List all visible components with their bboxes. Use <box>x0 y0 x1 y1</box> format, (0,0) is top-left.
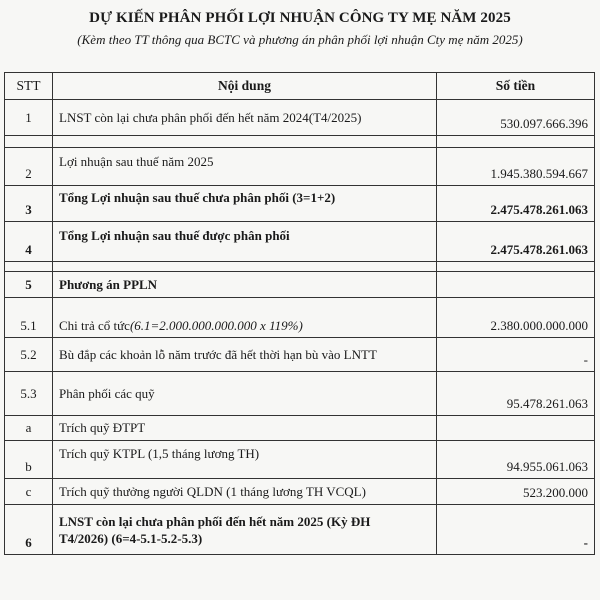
row-amount: 2.380.000.000.000 <box>437 298 595 338</box>
row-amount: 2.475.478.261.063 <box>437 222 595 262</box>
header-stt: STT <box>5 73 53 100</box>
table-header-row <box>5 73 595 100</box>
row-stt: 2 <box>5 148 53 186</box>
row-stt: 5.1 <box>5 298 53 338</box>
table-row <box>5 372 595 416</box>
row-content-note: (6.1=2.000.000.000.000 x 119%) <box>129 318 303 333</box>
row-content: LNST còn lại chưa phân phối đến hết năm 2024(T4/2025) <box>53 100 437 136</box>
row-content-line1: LNST còn lại chưa phân phối đến hết năm 2025 (Kỳ ĐH <box>59 513 371 529</box>
table-row <box>5 505 595 555</box>
row-stt: a <box>5 416 53 441</box>
row-content: Tổng Lợi nhuận sau thuế chưa phân phối (3=1+2) <box>53 186 437 222</box>
table-row <box>5 441 595 479</box>
table-row <box>5 338 595 372</box>
table-row <box>5 272 595 298</box>
row-amount: 95.478.261.063 <box>437 372 595 416</box>
row-stt: 5 <box>5 272 53 298</box>
row-amount <box>437 416 595 441</box>
row-amount: - <box>437 505 595 555</box>
row-stt: 5.3 <box>5 372 53 416</box>
row-stt: c <box>5 479 53 505</box>
table-row <box>5 222 595 262</box>
table-row <box>5 479 595 505</box>
row-content: Lợi nhuận sau thuế năm 2025 <box>53 148 437 186</box>
header-content: Nội dung <box>53 73 437 100</box>
row-content: Trích quỹ thưởng người QLDN (1 tháng lương TH VCQL) <box>53 479 437 505</box>
row-stt: 6 <box>5 505 53 555</box>
row-content-line2: T4/2026) (6=4-5.1-5.2-5.3) <box>59 530 203 546</box>
row-content: Trích quỹ ĐTPT <box>53 416 437 441</box>
row-amount: 523.200.000 <box>437 479 595 505</box>
row-content: Phân phối các quỹ <box>53 372 437 416</box>
row-content: Bù đắp các khoản lỗ năm trước đã hết thời hạn bù vào LNTT <box>53 338 437 372</box>
table-row <box>5 298 595 338</box>
row-amount: 2.475.478.261.063 <box>437 186 595 222</box>
row-content <box>53 298 437 338</box>
document-title: DỰ KIẾN PHÂN PHỐI LỢI NHUẬN CÔNG TY MẸ NĂM 2025 <box>89 10 511 26</box>
document-subtitle: (Kèm theo TT thông qua BCTC và phương án phân phối lợi nhuận Cty mẹ năm 2025) <box>77 32 523 47</box>
table-row <box>5 148 595 186</box>
spacer-row <box>5 262 595 272</box>
row-amount: 94.955.061.063 <box>437 441 595 479</box>
row-amount: - <box>437 338 595 372</box>
row-amount: 1.945.380.594.667 <box>437 148 595 186</box>
row-amount: 530.097.666.396 <box>437 100 595 136</box>
row-stt: 4 <box>5 222 53 262</box>
row-content-main: Chi trả cổ tức <box>59 318 130 333</box>
row-stt: 5.2 <box>5 338 53 372</box>
row-content <box>53 505 437 555</box>
row-content: Tổng Lợi nhuận sau thuế được phân phối <box>53 222 437 262</box>
row-stt: 3 <box>5 186 53 222</box>
profit-distribution-table <box>4 72 595 555</box>
row-stt: 1 <box>5 100 53 136</box>
row-amount <box>437 272 595 298</box>
header-amount: Số tiền <box>437 73 595 100</box>
table-row <box>5 186 595 222</box>
row-content: Trích quỹ KTPL (1,5 tháng lương TH) <box>53 441 437 479</box>
row-stt: b <box>5 441 53 479</box>
table-row <box>5 100 595 136</box>
row-content: Phương án PPLN <box>53 272 437 298</box>
table-row <box>5 416 595 441</box>
spacer-row <box>5 136 595 148</box>
